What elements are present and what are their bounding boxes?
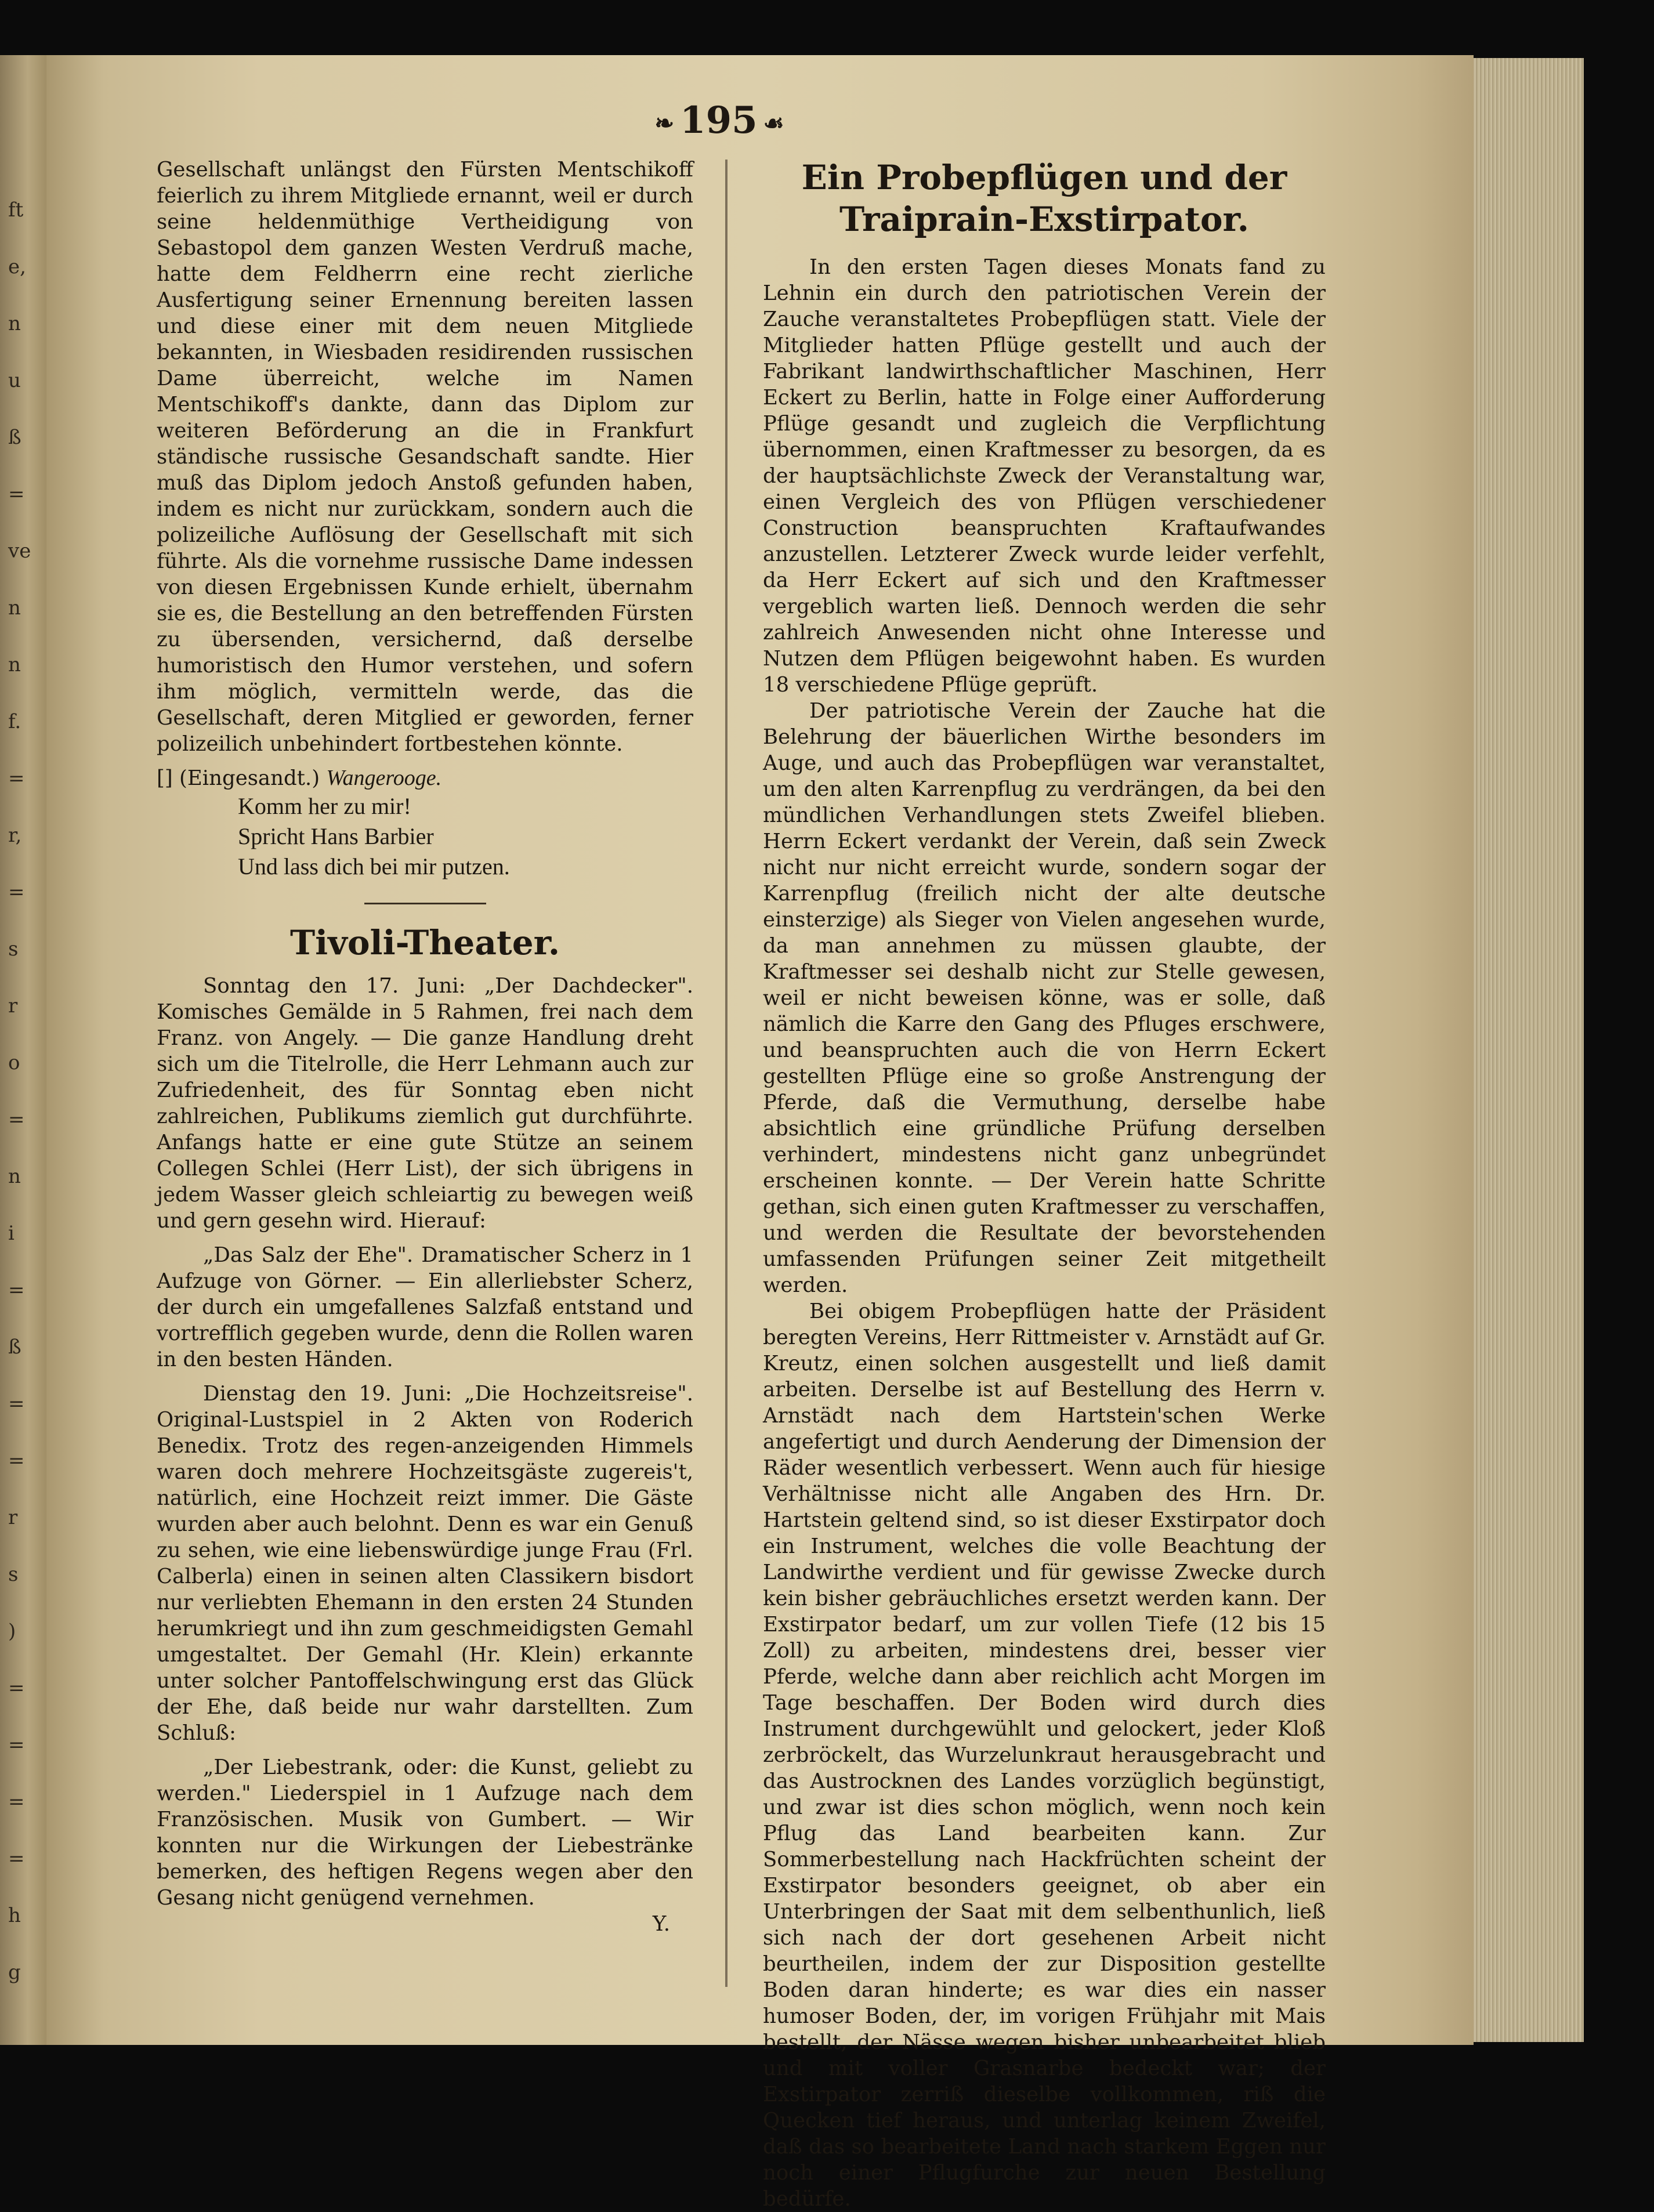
article-paragraph: In den ersten Tagen dieses Monats fand zu Lehnin ein durch den patriotischen Verein der Zauche veranstaltetes Probepflügen statt. Viele der Mitglieder hatten Pflüge gestellt und auch der Fabrikant landwirthschaftlicher Maschinen, Herr Eckert zu Berlin, hatte in Folge einer Aufforderung Pflüge gesandt und zugleich die Verpflichtung übernommen, einen Kraftmesser zu besorgen, da es der hauptsächlichste Zweck der Veranstaltung war, einen Vergleich des von Pflügen verschiedener Construction beanspruchten Kraftaufwandes anzustellen. Letzterer Zweck wurde leider verfehlt, da Herr Eckert auf sich und den Kraftmesser vergeblich warten ließ. Dennoch werden die sehr zahlreich Anwesenden nicht ohne Interesse und Nutzen dem Pflügen beigewohnt haben. Es wurden 18 verschiedene Pflüge geprüft. [763, 255, 1326, 697]
margin-fragment: n [8, 1165, 21, 1188]
contributed-line [157, 765, 693, 791]
margin-fragment: f. [8, 710, 21, 733]
article-paragraph: Bei obigem Probepflügen hatte der Präsident beregten Vereins, Herr Rittmeister v. Arnstädt auf Gr. Kreutz, einen solchen ausgestellt und ließ damit arbeiten. Derselbe ist auf Bestellung des Herrn v. Arnstädt nach dem Hartstein'schen Werke angefertigt und durch Aenderung der Dimension der Räder wesentlich verbessert. Wenn auch für hiesige Verhältnisse nicht alle Angaben des Hrn. Dr. Hartstein geltend sind, so ist dieser Exstirpator doch ein Instrument, welches die volle Beachtung der Landwirthe verdient und für gewisse Zwecke durch kein bisher gebräuchliches ersetzt werden kann. Der Exstirpator bedarf, um zur vollen Tiefe (12 bis 15 Zoll) zu arbeiten, mindestens drei, besser vier Pferde, welche dann aber reichlich acht Morgen im Tage beschaffen. Der Boden wird durch dies Instrument durchgewühlt und gelockert, jeder Kloß zerbröckelt, das Wurzelunkraut herausgebracht und das Austrocknen des Landes vorzüglich begünstigt, und zwar ist dies schon möglich, wenn noch kein Pflug das Land bearbeiten kann. Zur Sommerbestellung nach Hackfrüchten scheint der Exstirpator besonders geeignet, ob aber ein Unterbringen der Saat mit dem selbenthunlich, ließ sich nach der dort gesehenen Arbeit nicht beurtheilen, indem der zur Disposition gestellte Boden daran hinderte; es war dies ein nasser humoser Boden, der, im vorigen Frühjahr mit Mais bestellt, der Nässe wegen bisher unbearbeitet blieb und mit voller Grasnarbe bedeckt war; der Exstirpator zerriß dieselbe vollkommen, riß die Quecken tief heraus, und unterlag keinem Zweifel, daß das so bearbeitete Land nach starkem Eggen nur noch einer Pflugfurche zur neuen Bestellung bedürfe. [763, 1299, 1326, 2211]
signature: Y. [652, 1912, 670, 1936]
margin-fragment: n [8, 596, 21, 620]
review-paragraph: „Das Salz der Ehe". Dramatischer Scherz in 1 Aufzuge von Görner. — Ein allerliebster Scherz, der durch ein umgefallenes Salzfaß entstand und vortrefflich gegeben wurde, denn die Rollen waren in den besten Händen. [157, 1243, 693, 1371]
margin-fragment: = [8, 1392, 25, 1415]
margin-fragment: r [8, 1506, 18, 1529]
left-ornament-icon: ❧ [654, 110, 675, 137]
page-stack-edge [1474, 58, 1584, 2042]
margin-fragment: = [8, 1790, 25, 1813]
page-number-header [615, 99, 824, 142]
margin-fragment: ft [8, 198, 24, 222]
verse-line: Komm her zu mir! [238, 793, 411, 819]
margin-fragment: = [8, 1108, 25, 1131]
page-number: 195 [680, 99, 758, 142]
margin-fragment: = [8, 1449, 25, 1472]
article-heading: Ein Probepflügen und der Traiprain-Exstirpator. [801, 158, 1287, 239]
review-paragraph: „Der Liebestrank, oder: die Kunst, geliebt zu werden." Liederspiel in 1 Aufzuge nach dem Französischen. Musik von Gumbert. — Wir konnten nur die Wirkungen der Liebestränke bemerken, des heftigen Regens wegen aber den Gesang nicht genügend vernehmen. [157, 1755, 693, 1910]
margin-fragment: = [8, 767, 25, 790]
margin-fragment: = [8, 1677, 25, 1700]
right-ornament-icon: ☙ [763, 110, 784, 137]
margin-fragment: u [8, 369, 21, 392]
contributed-marker: [] (Eingesandt.) [157, 766, 320, 790]
margin-fragment: e, [8, 255, 26, 278]
margin-fragment: = [8, 483, 25, 506]
article-paragraph: Der patriotische Verein der Zauche hat die Belehrung der bäuerlichen Wirthe besonders im Auge, und auch das Probepflügen war veranstaltet, um den alten Karrenpflug zu verdrängen, da bei den mündlichen Verhandlungen stets Zweifel blieben. Herrn Eckert verdankt der Verein, daß sein Zweck nicht nur nicht erreicht wurde, sondern sogar der Karrenpflug (freilich nicht der alte deutsche einsterzige) als Sieger von Vielen angesehen wurde, da man annehmen zu müssen glaubte, der Kraftmesser sei deshalb nicht zur Stelle gewesen, weil er nicht beweisen könne, was er solle, daß nämlich die Karre den Gang des Pfluges erschwere, und beanspruchten auch die von Herrn Eckert gestellten Pflüge eine so große Anstrengung der Pferde, daß die Vermuthung, derselbe habe absichtlich eine gründliche Prüfung derselben verhindert, mindestens nicht ganz unbegründet erscheinen konnte. — Der Verein hatte Schritte gethan, sich einen guten Kraftmesser zu verschaffen, und werden die Resultate der bevorstehenden umfassenden Prüfungen seiner Zeit mitgetheilt werden. [763, 699, 1326, 1297]
margin-fragment: n [8, 312, 21, 335]
margin-fragment: r [8, 994, 18, 1018]
column-divider [725, 160, 728, 1987]
margin-fragment: s [8, 937, 19, 961]
margin-fragment: o [8, 1051, 20, 1074]
verse-block [238, 791, 693, 882]
margin-fragment: ß [8, 426, 21, 449]
margin-fragment: n [8, 653, 21, 676]
left-column [157, 157, 693, 1937]
margin-fragment: h [8, 1904, 21, 1927]
background-right [1584, 55, 1654, 2086]
margin-fragment: ) [8, 1620, 16, 1643]
adjacent-page-edge [0, 55, 46, 2045]
section-divider [364, 903, 486, 904]
review-paragraph: Sonntag den 17. Juni: „Der Dachdecker". Komisches Gemälde in 5 Rahmen, frei nach dem Franz. von Angely. — Die ganze Handlung dreht sich um die Titelrolle, die Herr Lehmann auch zur Zufriedenheit, des für Sonntag eben nicht zahlreichen, Publikums ziemlich gut durchführte. Anfangs hatte er eine gute Stütze an seinem Collegen Schlei (Herr List), der sich übrigens in jedem Wasser gleich schleiartig zu bewegen weiß und gern gesehn wird. Hierauf: [157, 974, 693, 1233]
review-paragraph: Dienstag den 19. Juni: „Die Hochzeitsreise". Original-Lustspiel in 2 Akten von Roderich Benedix. Trotz des regen-anzeigenden Himmels waren doch mehrere Hochzeitsgäste zugereis't, natürlich, eine Hochzeit reizt immer. Die Gäste wurden aber auch belohnt. Denn es war ein Genuß zu sehen, wie eine liebenswürdige junge Frau (Frl. Calberla) einen in seinen alten Classikern bisdort nur verliebten Ehemann in den ersten 24 Stunden herumkriegt und ihn zum geschmeidigsten Gemahl umgestaltet. Der Gemahl (Hr. Klein) erkannte unter solcher Pantoffelschwingung erst das Glück der Ehe, daß beide nur wahr darstellten. Zum Schluß: [157, 1382, 693, 1745]
margin-fragment: ve [8, 540, 31, 563]
margin-fragment: s [8, 1563, 19, 1586]
article-continuation: Gesellschaft unlängst den Fürsten Mentschikoff feierlich zu ihrem Mitgliede ernannt, weil er durch seine heldenmüthige Vertheidigung von Sebastopol dem ganzen Westen Verdruß mache, hatte dem Feldherrn eine recht zierliche Ausfertigung seiner Ernennung bereiten lassen und diese einer mit dem neuen Mitgliede bekannten, in Wiesbaden residirenden russischen Dame überreicht, welche im Namen Mentschikoff's dankte, dann das Diplom zur weiteren Beförderung an die in Frankfurt ständische russische Gesandschaft sandte. Hier muß das Diplom jedoch Anstoß gefunden haben, indem es nicht nur zurückkam, sondern auch die polizeiliche Auflösung der Gesellschaft mit sich führte. Als die vornehme russische Dame indessen von diesen Ergebnissen Kunde erhielt, übernahm sie es, die Bestellung an den betreffenden Fürsten zu übersenden, versichernd, daß derselbe humoristisch den Humor verstehen, und sofern ihm möglich, vermitteln werde, das die Gesellschaft, deren Mitglied er geworden, ferner polizeilich unbehindert fortbestehen könnte. [157, 158, 693, 756]
margin-fragment: g [8, 1961, 21, 1984]
margin-fragment: ß [8, 1335, 21, 1359]
margin-fragment: i [8, 1222, 15, 1245]
margin-fragment: = [8, 1279, 25, 1302]
verse-line: Und lass dich bei mir putzen. [238, 853, 510, 879]
margin-fragment: = [8, 1733, 25, 1757]
margin-fragment: r, [8, 824, 22, 847]
margin-fragment: = [8, 881, 25, 904]
verse-line: Spricht Hans Barbier [238, 823, 434, 849]
margin-fragment: = [8, 1847, 25, 1870]
contributed-place: Wangerooge. [326, 766, 442, 790]
tivoli-heading: Tivoli-Theater. [289, 923, 560, 962]
right-column [763, 157, 1326, 2212]
